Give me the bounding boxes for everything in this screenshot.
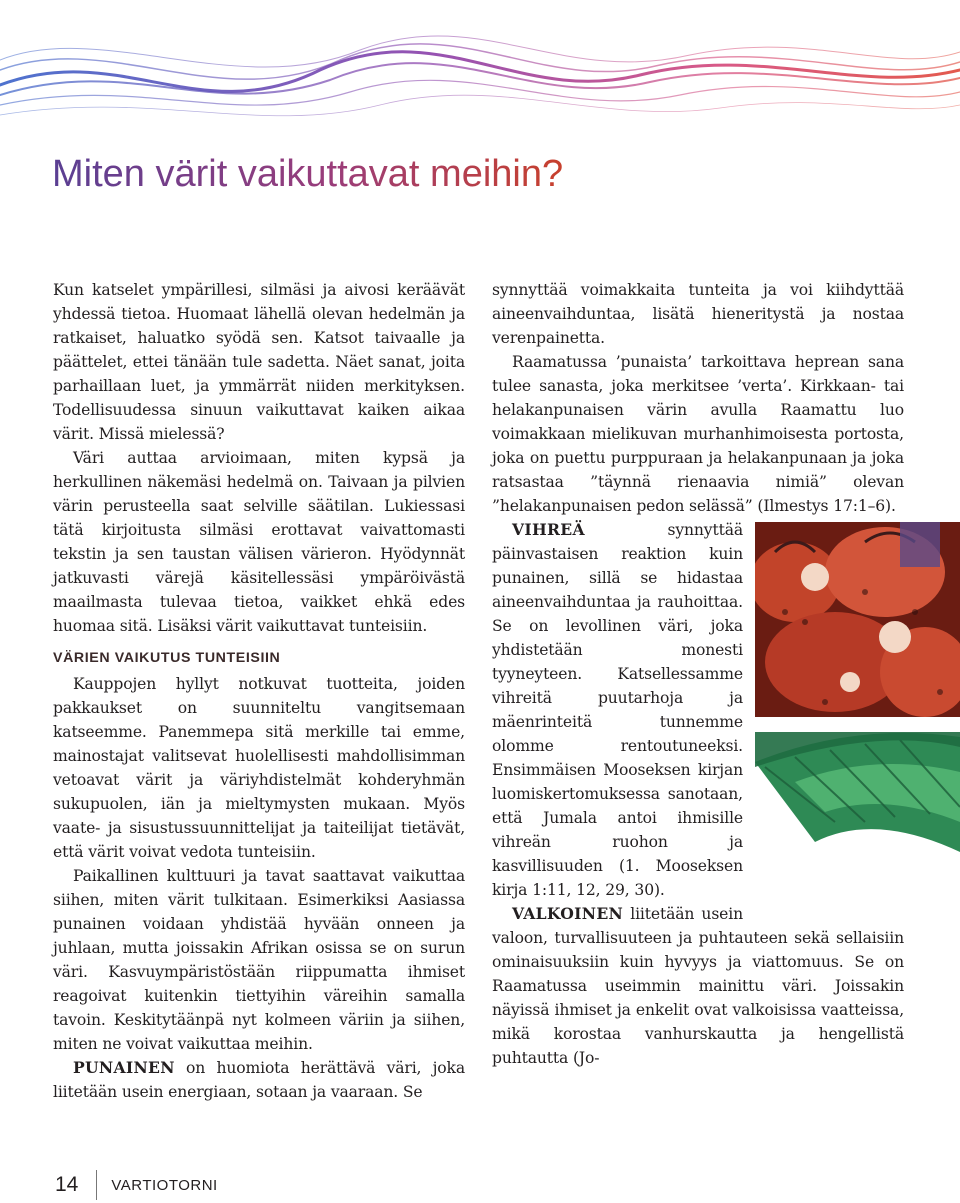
article-column-right bbox=[492, 278, 904, 1070]
paragraph-fruit: Väri auttaa arvioimaan, miten kypsä ja herkullinen näkemäsi hedelmä on. Taivaan ja pilvien värin perusteella saat selville säätilan. Lukiessasi tätä kirjoitusta silmäsi erottavat vaivattomasti tekstin ja sen taustan välisen värieron. Hyödynnät jatkuvasti värejä käsitellessäsi ympäröivästä maailmasta tulevaa tietoa, vaikket ehkä edes huomaa sitä. Lisäksi värit vaikuttavat tunteisiin. bbox=[53, 449, 465, 635]
paragraph-red-continued: synnyttää voimakkaita tunteita ja voi kiihdyttää aineenvaihduntaa, lisätä hieneritystä ja nostaa verenpainetta. bbox=[492, 281, 904, 347]
paragraph-red bbox=[53, 1056, 465, 1104]
red-beasts-image bbox=[755, 522, 960, 717]
decorative-wave-banner bbox=[0, 0, 960, 150]
page-title-text bbox=[52, 148, 612, 196]
label-white: VALKOINEN bbox=[512, 904, 624, 923]
paragraph-intro: Kun katselet ympärillesi, silmäsi ja aivosi keräävät yhdessä tietoa. Huomaat lähellä olevan hedelmän ja ratkaiset, haluatko syödä sen. Katsot taivaalle ja päättelet, ettei tänään tule sadetta. Näet sanat, joita parhaillaan luet, ja ymmärrät niiden merkityksen. Todellisuudessa sinuun vaikuttavat kaiken aikaa värit. Missä mielessä? bbox=[53, 281, 465, 443]
page-title bbox=[52, 148, 612, 208]
paragraph-bible-red: Raamatussa ’punaista’ tarkoittava heprean sana tulee sanasta, joka merkitsee ’verta’. Kirkkaan- tai helakanpunaisen värin avulla Raamattu luo voimakkaan mielikuvan murhanhimoisesta portosta, joka on puettu purppuraan ja helakanpunaan ja joka ratsastaa ”täynnä rienaavia nimiä” olevan ”helakanpunaisen pedon selässä” (Ilmestys 17:1–6). bbox=[492, 353, 904, 515]
footer-divider bbox=[96, 1170, 97, 1200]
page-number: 14 bbox=[55, 1173, 79, 1196]
magazine-name: VARTIOTORNI bbox=[111, 1176, 218, 1194]
page-footer bbox=[55, 1170, 218, 1200]
label-green: VIHREÄ bbox=[512, 520, 585, 539]
article-column-left bbox=[53, 278, 465, 1104]
label-red: PUNAINEN bbox=[73, 1058, 175, 1077]
illustration-images bbox=[755, 522, 960, 922]
paragraph-culture: Paikallinen kulttuuri ja tavat saattavat vaikuttaa siihen, miten värit tulkitaan. Esimerkiksi Aasiassa punainen voidaan yhdistää hyvään onneen ja juhlaan, mutta joissakin Afrikan osissa se on surun väri. Kasvuympäristöstään riippumatta ihmiset reagoivat kuitenkin tiettyihin väreihin samalla tavoin. Keskitytäänpä nyt kolmeen väriin ja siihen, miten ne voivat vaikuttaa meihin. bbox=[53, 867, 465, 1053]
paragraph-white-text: liitetään usein valoon, turvallisuuteen ja puhtauteen sekä sellaisiin ominaisuuksiin kuin hyvyys ja viattomuus. Se on Raamatussa useimmin mainittu väri. Joissakin näyissä ihmiset ja enkelit ovat valkoisissa vaatteissa, mikä korostaa vanhurskautta ja hengellistä puhtautta (Jo- bbox=[492, 905, 904, 1067]
paragraph-white bbox=[492, 902, 904, 1070]
palm-leaf-image bbox=[755, 732, 960, 922]
section-heading: VÄRIEN VAIKUTUS TUNTEISIIN bbox=[53, 650, 281, 666]
paragraph-red-text: on huomiota herättävä väri, joka liitetään usein energiaan, sotaan ja vaaraan. Se bbox=[53, 1059, 465, 1101]
paragraph-shops: Kauppojen hyllyt notkuvat tuotteita, joiden pakkaukset on suunniteltu vangitsemaan katseemme. Panemmepa sitä merkille tai emme, mainostajat valitsevat huolellisesti mahdollisimman vetoavat värit ja väriyhdistelmät kohderyhmän sukupuolen, iän ja mieltymysten mukaan. Myös vaate- ja sisustussuunnittelijat ja taiteilijat tietävät, että värit voivat vedota tunteisiin. bbox=[53, 675, 465, 861]
paragraph-green-text: synnyttää päinvastaisen reaktion kuin punainen, sillä se hidastaa aineenvaihduntaa ja rauhoittaa. Se on levollinen väri, joka yhdistetään monesti tyyneyteen. Katsellessamme vihreitä puutarhoja ja mäenrinteitä tunnemme olomme rentoutuneeksi. Ensimmäisen Mooseksen kirjan luomiskertomuksessa sanotaan, että Jumala antoi ihmisille vihreän ruohon ja kasvillisuuden (1. Mooseksen kirja 1:11, 12, 29, 30). bbox=[492, 521, 743, 899]
page-title-label: Miten värit vaikuttavat meihin? bbox=[52, 153, 564, 195]
